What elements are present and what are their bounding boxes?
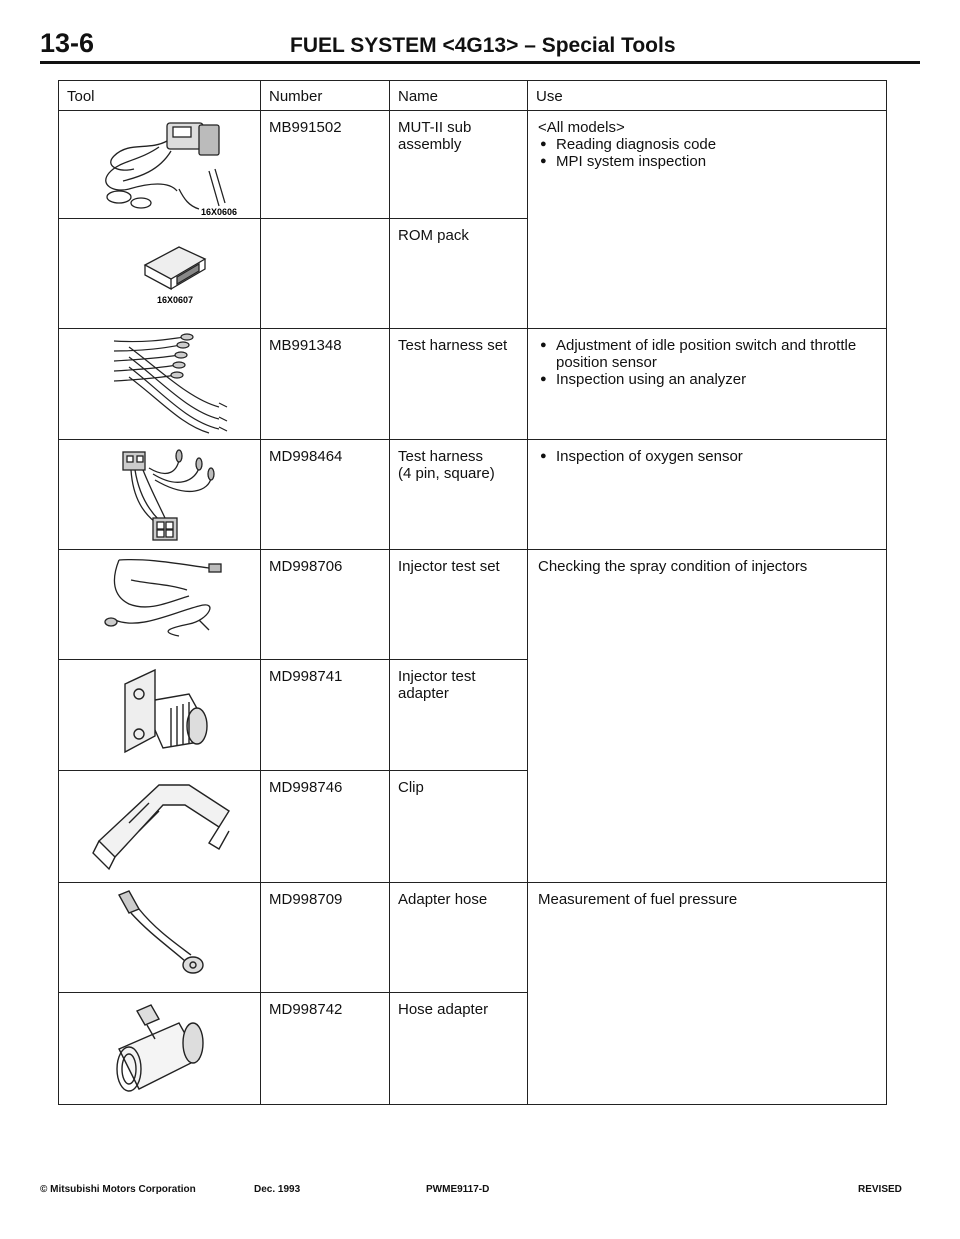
tool-number: MD998741: [269, 668, 343, 685]
tool-name-line: MUT-II sub: [398, 119, 472, 136]
tool-name: Clip: [398, 779, 424, 796]
tool-number: MB991348: [269, 337, 342, 354]
tool-image-cell: [59, 883, 261, 993]
number-cell: [261, 660, 390, 771]
footer-doc-code: PWME9117-D: [426, 1184, 490, 1195]
footer-status: REVISED: [858, 1184, 902, 1195]
use-item: ● Inspection of oxygen sensor: [538, 448, 878, 465]
tool-name: [390, 111, 527, 153]
tool-image-cell: [59, 550, 261, 660]
tool-name: Hose adapter: [398, 1001, 489, 1018]
table-header-row: [59, 81, 887, 111]
number-cell: [261, 993, 390, 1105]
tool-image-cell: [59, 440, 261, 550]
figure-label: 16X0607: [157, 295, 194, 305]
name-cell: [390, 440, 528, 550]
clip-icon: [59, 771, 261, 883]
adapter-hose-icon: [59, 883, 261, 993]
mut-ii-tester-icon: [59, 111, 261, 219]
name-cell: [390, 883, 528, 993]
name-cell: [390, 329, 528, 440]
tool-number: MD998746: [269, 779, 343, 796]
table-row: [59, 883, 887, 993]
use-list: [538, 337, 878, 388]
number-cell: [261, 440, 390, 550]
test-harness-set-icon: [59, 329, 261, 440]
column-header-number: Number: [261, 81, 390, 111]
rom-pack-icon: [59, 219, 261, 329]
tool-name-line: Test harness: [398, 448, 484, 465]
number-cell: [261, 771, 390, 883]
column-header-name: Name: [390, 81, 528, 111]
footer-copyright: © Mitsubishi Motors Corporation: [40, 1184, 196, 1195]
tool-name: [390, 660, 527, 702]
tool-name-line: assembly: [398, 136, 462, 153]
use-cell: [528, 550, 887, 883]
name-cell: [390, 993, 528, 1105]
use-item: ● Reading diagnosis code: [538, 136, 878, 153]
name-cell: [390, 771, 528, 883]
tool-name: [390, 440, 527, 482]
tool-image-cell: [59, 219, 261, 329]
hose-adapter-icon: [59, 993, 261, 1105]
number-cell: [261, 111, 390, 219]
tool-image-cell: [59, 329, 261, 440]
page-title: FUEL SYSTEM <4G13> – Special Tools: [290, 34, 676, 57]
number-cell: [261, 329, 390, 440]
use-item: Checking the spray condition of injectors: [538, 558, 808, 575]
tool-image-cell: [59, 993, 261, 1105]
table-row: [59, 440, 887, 550]
number-cell: [261, 883, 390, 993]
tool-name: Adapter hose: [398, 891, 488, 908]
footer-date: Dec. 1993: [254, 1184, 301, 1195]
tool-number: MB991502: [269, 119, 342, 136]
tool-name-line: Injector test: [398, 668, 476, 685]
use-cell: [528, 329, 887, 440]
use-list: [538, 448, 878, 465]
tool-image-cell: [59, 660, 261, 771]
tool-name: ROM pack: [398, 227, 469, 244]
header-rule: [40, 61, 920, 64]
tool-name-line: (4 pin, square): [398, 465, 495, 482]
number-cell: [261, 550, 390, 660]
tool-name: Injector test set: [398, 558, 500, 575]
tool-name-line: adapter: [398, 685, 449, 702]
use-cell: [528, 883, 887, 1105]
name-cell: [390, 550, 528, 660]
tool-image-cell: [59, 771, 261, 883]
use-list: [538, 558, 878, 575]
injector-test-set-icon: [59, 550, 261, 660]
tool-number: [261, 219, 389, 227]
tool-number: MD998706: [269, 558, 343, 575]
name-cell: [390, 219, 528, 329]
special-tools-table: [58, 80, 887, 1105]
name-cell: [390, 660, 528, 771]
use-item: <All models>: [538, 119, 625, 136]
table-row: [59, 329, 887, 440]
use-list: [538, 891, 878, 908]
name-cell: [390, 111, 528, 219]
test-harness-4pin-icon: [59, 440, 261, 550]
use-item: ● Adjustment of idle position switch and throttle position sensor: [538, 337, 878, 371]
page-number: 13-6: [40, 28, 95, 58]
tool-image-cell: [59, 111, 261, 219]
table-row: [59, 111, 887, 219]
column-header-tool: Tool: [59, 81, 261, 111]
injector-test-adapter-icon: [59, 660, 261, 771]
use-cell: [528, 111, 887, 329]
tool-number: MD998709: [269, 891, 343, 908]
tool-number: MD998742: [269, 1001, 343, 1018]
column-header-use: Use: [528, 81, 887, 111]
page-header: [40, 22, 920, 58]
tool-number: MD998464: [269, 448, 343, 465]
page-footer: [40, 1184, 920, 1202]
use-item: Measurement of fuel pressure: [538, 891, 738, 908]
use-cell: [528, 440, 887, 550]
figure-label: 16X0606: [201, 207, 238, 217]
tool-name: Test harness set: [398, 337, 508, 354]
use-item: ● Inspection using an analyzer: [538, 371, 878, 388]
use-list: [538, 119, 878, 170]
use-item: ● MPI system inspection: [538, 153, 878, 170]
table-row: [59, 550, 887, 660]
number-cell: [261, 219, 390, 329]
